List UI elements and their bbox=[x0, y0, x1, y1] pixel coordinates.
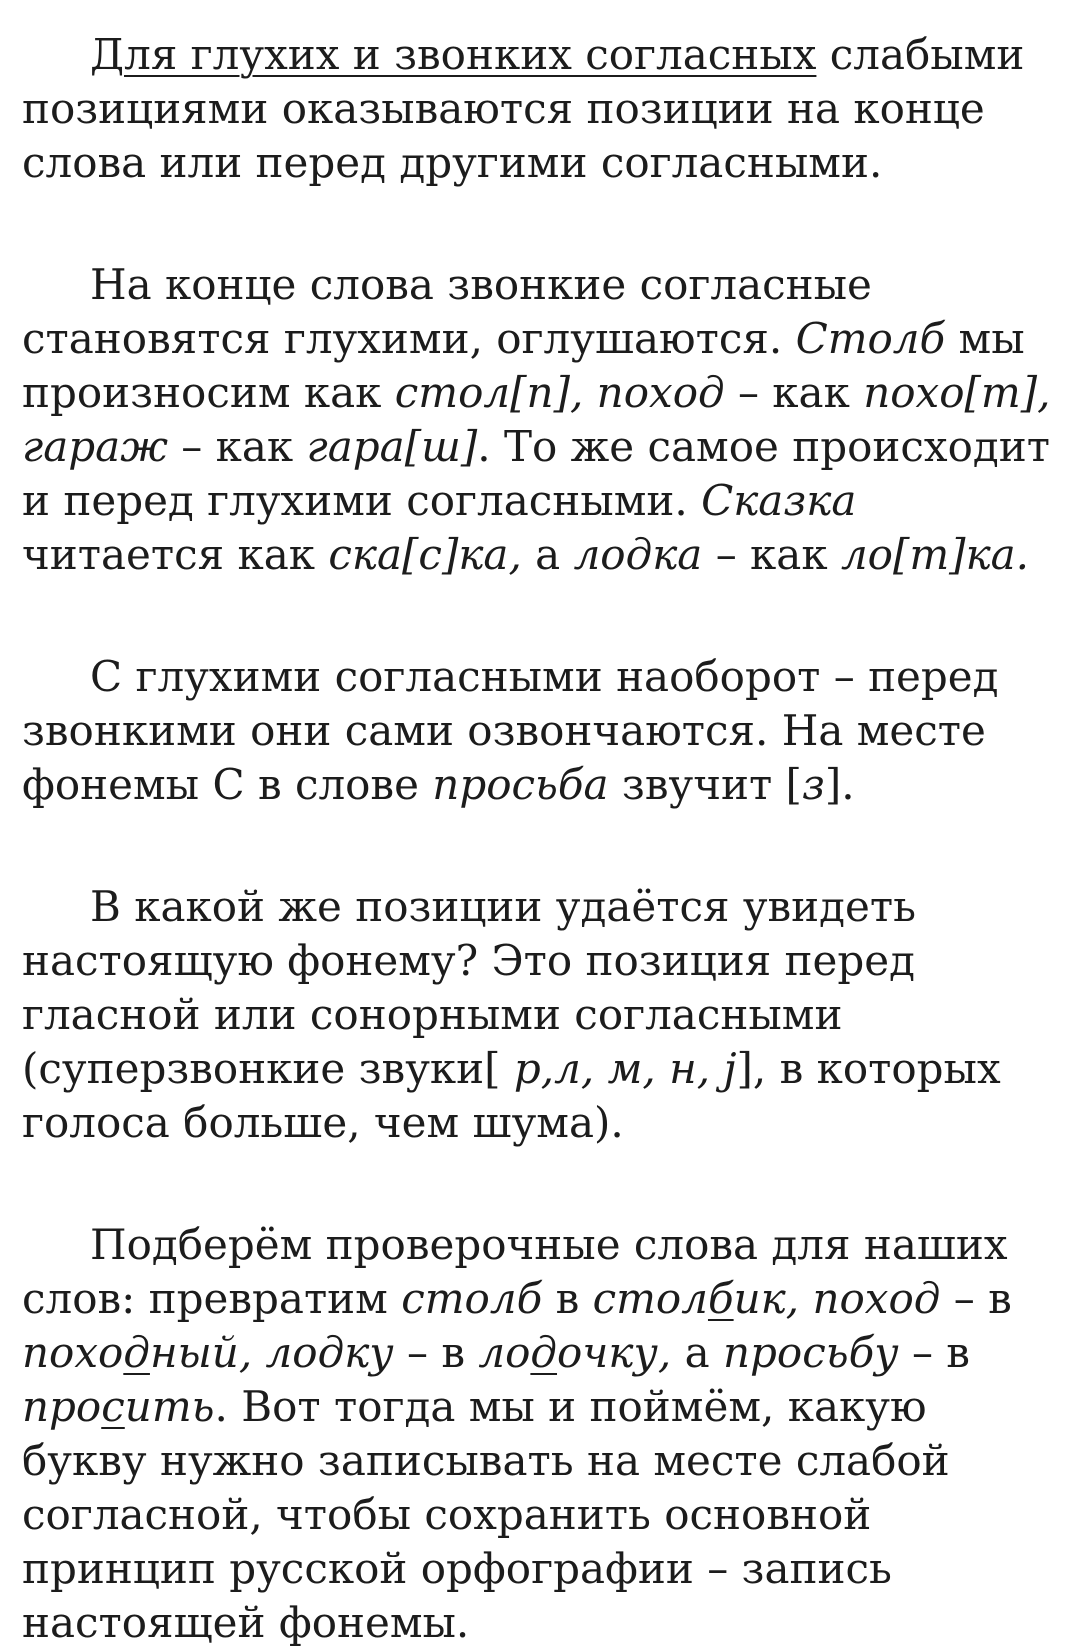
underlined-text: с bbox=[101, 1382, 125, 1431]
example-word: Столб bbox=[795, 314, 946, 363]
text-segment: а bbox=[521, 530, 574, 579]
example-word: гараж bbox=[22, 422, 168, 471]
example-word: р,л, м, н, j bbox=[513, 1044, 737, 1093]
paragraph-strong-position bbox=[22, 880, 1062, 1150]
text-segment: . Вот тогда мы и поймём, какую букву нужно записывать на месте слабой согласной, чтобы сохранить основной принцип русской орфографии – запись настоящей фонемы. bbox=[22, 1382, 963, 1647]
example-word: ить bbox=[124, 1382, 215, 1431]
underlined-text: б bbox=[707, 1274, 734, 1323]
text-segment bbox=[1050, 368, 1063, 417]
text-segment: мы произносим как bbox=[22, 314, 1038, 417]
example-word: ска[с]ка, bbox=[328, 530, 522, 579]
text-segment: С глухими согласными наоборот – перед звонкими они сами озвончаются. На месте фонемы С в слове bbox=[22, 652, 1012, 809]
text-segment: – как bbox=[702, 530, 841, 579]
text-segment: – как bbox=[724, 368, 864, 417]
text-segment: – как bbox=[167, 422, 307, 471]
text-segment: ]. bbox=[824, 760, 855, 809]
example-word: ло bbox=[478, 1328, 531, 1377]
example-word: похо bbox=[22, 1328, 124, 1377]
text-segment: – в bbox=[393, 1328, 479, 1377]
text-segment: читается как bbox=[22, 476, 870, 579]
example-word: ик, поход bbox=[733, 1274, 941, 1323]
text-segment: На конце слова звонкие согласные становятся глухими, оглушаются. bbox=[22, 260, 886, 363]
document-page bbox=[22, 28, 1062, 1650]
example-word: ный, лодку bbox=[149, 1328, 394, 1377]
underlined-text: д bbox=[123, 1328, 150, 1377]
paragraph-voicing bbox=[22, 650, 1062, 812]
text-segment: Подберём проверочные слова для наших слов: превратим bbox=[22, 1220, 1021, 1323]
text-segment: В какой же позиции удаётся увидеть настоящую фонему? Это позиция перед гласной или сонорными согласными (суперзвонкие звуки[ bbox=[22, 882, 930, 1093]
example-word: просьба bbox=[432, 760, 609, 809]
paragraph-weak-positions bbox=[22, 28, 1062, 190]
underlined-text: д bbox=[530, 1328, 558, 1377]
underlined-text: Для глухих и звонких согласных bbox=[90, 30, 817, 79]
example-word: гара[ш] bbox=[306, 422, 478, 471]
paragraph-check-words bbox=[22, 1218, 1062, 1650]
text-segment: звучит [ bbox=[608, 760, 802, 809]
text-segment: в bbox=[542, 1274, 593, 1323]
example-word: лодка bbox=[573, 530, 703, 579]
text-segment: слабыми позициями оказываются позиции на конце слова или перед другими согласными. bbox=[22, 30, 1038, 187]
text-segment: ], в которых голоса больше, чем шума). bbox=[22, 1044, 1014, 1147]
example-word: ло[т]ка. bbox=[840, 530, 1030, 579]
example-word: про bbox=[22, 1382, 102, 1431]
example-word: стол bbox=[592, 1274, 708, 1323]
example-word: стол[п], поход bbox=[394, 368, 725, 417]
text-segment: а bbox=[671, 1328, 723, 1377]
text-segment: – в bbox=[898, 1328, 984, 1377]
paragraph-devoicing bbox=[22, 258, 1062, 582]
example-word: Сказка bbox=[701, 476, 857, 525]
text-segment: . То же самое происходит и перед глухими согласными. bbox=[22, 422, 1064, 525]
example-word: столб bbox=[401, 1274, 543, 1323]
example-word: з bbox=[801, 760, 825, 809]
example-word: похо[т], bbox=[863, 368, 1051, 417]
example-word: очку, bbox=[557, 1328, 672, 1377]
text-segment: – в bbox=[940, 1274, 1026, 1323]
example-word: просьбу bbox=[722, 1328, 899, 1377]
